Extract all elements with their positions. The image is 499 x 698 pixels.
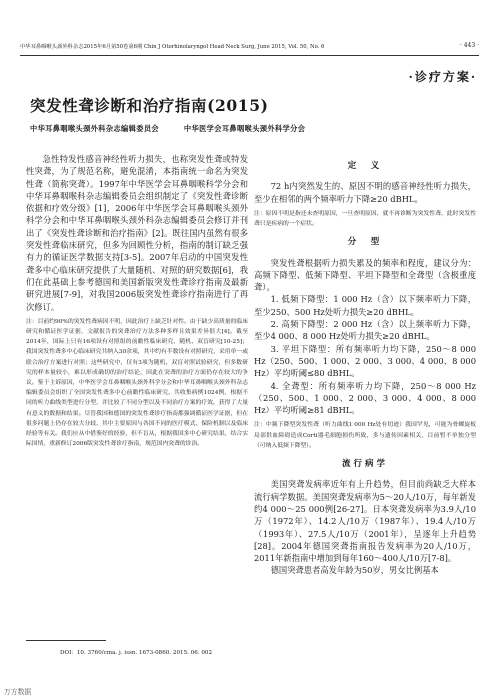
running-header [20,40,479,53]
column-tag: ·诊疗方案· [408,70,477,84]
authors [30,124,327,134]
epidemiology-text-cont: 德国突聋患者高发年龄为50岁，男女比例基本 [270,565,439,576]
classification-intro: 突发性聋根据听力损失累及的频率和程度，建议分为：高频下降型、低频下降型、平坦下降型和全聋型（含极重度聋）。 [254,257,476,293]
author-1: 中华耳鼻咽喉头颈外科杂志编辑委员会 [30,124,159,133]
author-2: 中华医学会耳鼻咽喉头颈外科学分会 [183,124,306,133]
classification-note: 注：中频下降型突发性聋（听力曲线1 000 Hz处有切迹）我国罕见，可能为骨螺旋板局部供血障碍造成Corti器毛细胞损伤所致，多与遗传因素相关，目前暂不单独分型（可纳入低频下降型）。 [254,422,476,449]
footnote-rule [26,640,106,641]
definition-note: 注：原因不明是指还未查明原因，一旦查明原因，就不再诊断为突发性聋，此时突发性聋只是疾病的一个症状。 [254,210,476,228]
header-rule [20,55,479,56]
section-heading-classification: 分 型 [347,237,383,248]
epidemiology-text: 美国突聋发病率近年有上升趋势，但目前尚缺乏大样本流行病学数据。美国突聋发病率为5～20人/10万，每年新发约4 000～25 000例[26-27]。日本突聋发病率为3.9人/10万（1972年）、14.2人/10万（1987年）、19.4人/10万（1993年）、27.5人/10万（2001年），呈逐年上升趋势[28]。2004年德国突聋指南报告发病率为20人/10万，2011年新指南中增加到每年160～400人/10万[7-8]。 [254,479,476,564]
article-title: 突发性聋诊断和治疗指南(2015) [30,96,269,115]
section-heading-definition: 定 义 [347,161,383,171]
doi: DOI：10. 3760/cma. j. issn. 1673-0860. 2015. 06. 002 [60,650,213,656]
page-number: · 443 · [459,42,479,49]
definition-text: 72 h内突然发生的、原因不明的感音神经性听力损失，至少在相邻的两个频率听力下降≥20 dBHL。 [254,181,476,204]
classification-item: 1. 低频下降型：1 000 Hz（含）以下频率听力下降，至少250、500 Hz处听力损失≥20 dBHL。 [254,294,476,317]
journal-citation: 中华耳鼻咽喉头颈外科杂志2015年6月第50卷第6期 Chin J Otorhinolaryngol Head Neck Surg, June 2015, Vol. 50, No. 6 [20,44,325,50]
right-column [254,153,476,577]
section-heading-epidemiology: 流行病学 [341,459,388,470]
classification-item: 3. 平坦下降型：所有频率听力均下降，250～8 000 Hz（250、500、1 000、2 000、3 000、4 000、8 000 Hz）平均听阈≤80 dBHL。 [254,343,476,379]
intro-paragraph: 急性特发性感音神经性听力损失，也称突发性聋或特发性突聋，为了规范名称，避免混淆，本指南统一命名为突发性聋（简称突聋）。1997年中华医学会耳鼻咽喉科学分会和中华耳鼻咽喉科杂志编辑委员会组织制定了《突发性聋诊断依据和疗效分级》[1]，2006年中华医学会耳鼻咽喉头颈外科学分会和中华耳鼻咽喉头颈外科杂志编辑委员会修订并刊出了《突发性聋诊断和治疗指南》[2]。既往国内虽然有很多突发性聋临床研究，但多为回顾性分析，指南的制订缺乏强有力的循证医学数据支持[3-5]。2007年启动的中国突发性聋多中心临床研究提供了大量随机、对照的研究数据[6]，我们在此基础上参考德国和美国新版突发性聋诊疗指南及最新研究进展[7-9]，对我国2006版突发性聋诊疗指南进行了再次修订。 [26,154,248,312]
classification-item: 2. 高频下降型：2 000 Hz（含）以上频率听力下降，至少4 000、8 000 Hz处听力损失≥20 dBHL。 [254,319,476,342]
watermark: 万方数据 [4,688,32,696]
left-column [26,153,248,456]
intro-note: 注：目前约90%的突发性聋病因不明，因此治疗上缺乏针对性。由于缺少高质量的临床研究和循证医学证据，文献报告的突聋治疗方法多种多样且效果差异很大[4]。截至2014年，国际上只有16项设有对照组的前瞻性临床研究，随机、双盲研究[10-25]；我国突发性聋多中心临床研究共纳入30余项，其中约有半数设有对照研究，采用单一或联合治疗方案进行对照；这些研究中，仅有3项为随机、双盲对照试验研究，但多数研究的样本量较小，难以形成确切的治疗结论，因此在突聋的治疗方面仍存在较大的争议。鉴于主诉原因，中华医学会耳鼻咽喉头颈外科学分会和中华耳鼻咽喉头颈外科杂志编辑委员会组织了全国突发性聋多中心前瞻性临床研究，共收集病例1024例，根据不同的听力曲线类型进行分型，并比较了不同分型以及不同治疗方案的疗效，获得了大量有意义的数据和结果。尽管我国和德国的突发性聋诊疗指南都强调循证医学证据，但在很多问题上仍存在较大分歧，其中主要原因与各国不同的医疗模式、保险机制以及临床经验等有关。我们应从中借鉴好的经验，但不盲从，根据我国多中心研究结果，结合实际国情，重新修订2006版突发性聋诊疗指南，规范国内突聋的诊治。 [26,318,248,448]
classification-item: 4. 全聋型：所有频率听力均下降，250～8 000 Hz（250、500、1 000、2 000、3 000、4 000、8 000 Hz）平均听阈≥81 dBHL。 [254,380,476,416]
